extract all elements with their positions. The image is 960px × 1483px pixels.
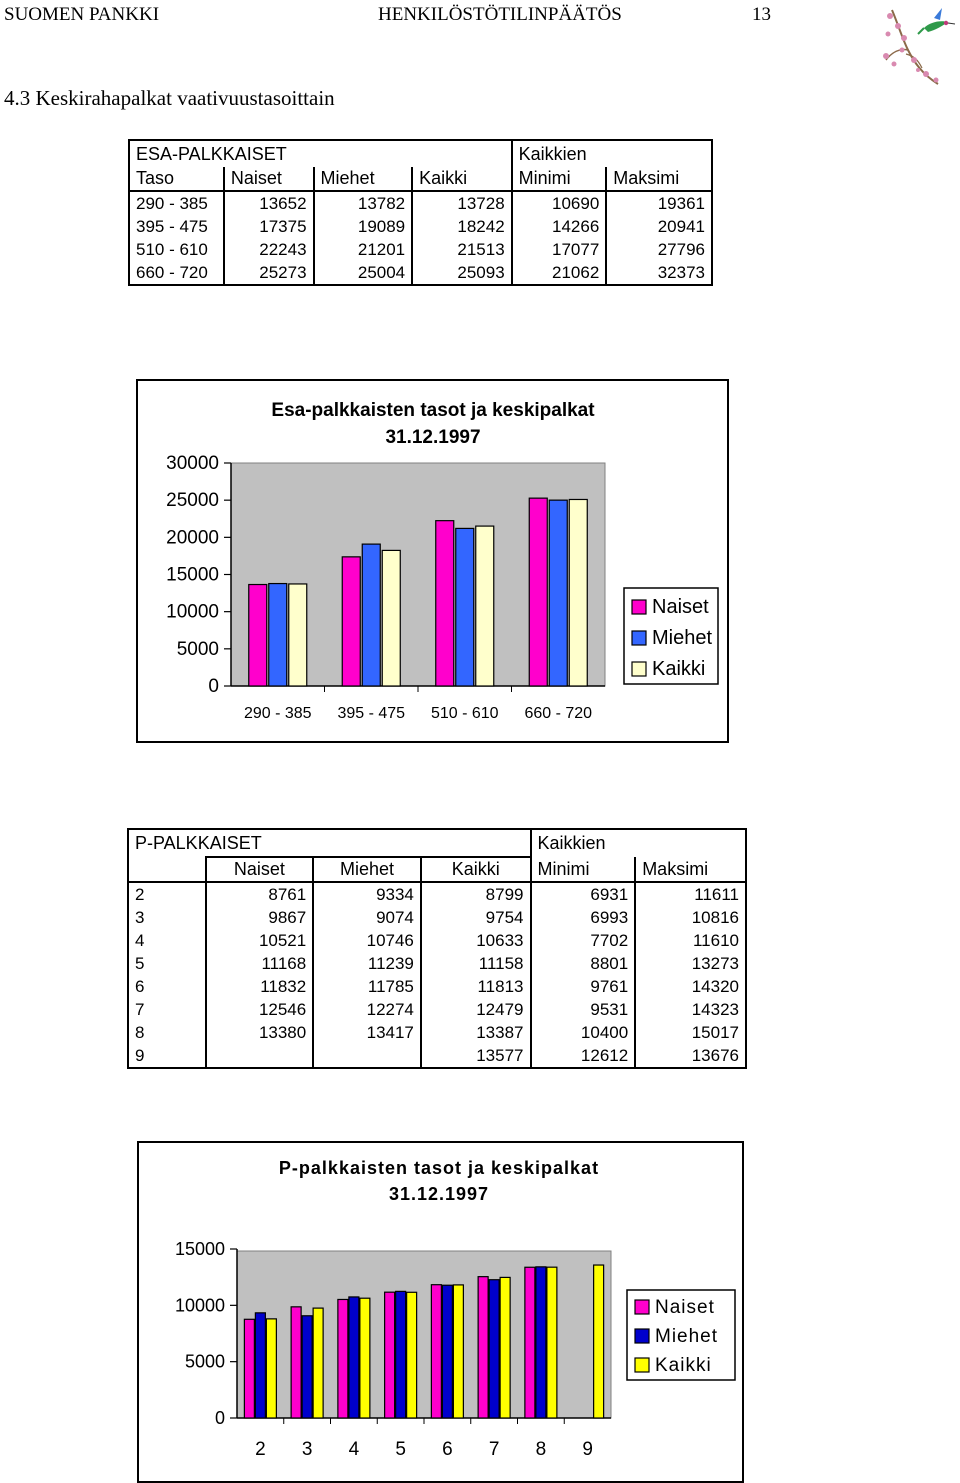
p-table-cell: 12546 — [206, 998, 314, 1021]
bar-naiset-3 — [529, 498, 547, 686]
p-table-cell: 7702 — [531, 929, 636, 952]
esa-chart-plot — [138, 381, 727, 741]
esa-table-cell: 510 - 610 — [129, 238, 224, 261]
p-table-row — [128, 929, 746, 952]
esa-table-cell: 22243 — [224, 238, 314, 261]
p-table-cell: 12479 — [421, 998, 531, 1021]
esa-table-cell: 18242 — [412, 215, 512, 238]
x-tick-label: 290 - 385 — [243, 705, 312, 722]
p-table-cell: 10633 — [421, 929, 531, 952]
p-table-row — [128, 882, 746, 906]
p-col-header: Naiset — [206, 857, 314, 882]
x-tick-label: 4 — [348, 1439, 360, 1460]
esa-col-header: Maksimi — [606, 167, 712, 191]
bar-naiset-6 — [525, 1267, 535, 1418]
esa-group-header: Kaikkien — [512, 140, 712, 167]
esa-table-cell: 10690 — [512, 191, 607, 215]
y-tick-label: 15000 — [174, 1239, 225, 1259]
p-table-cell: 9531 — [531, 998, 636, 1021]
x-tick-label: 9 — [582, 1439, 593, 1460]
p-col-header: Miehet — [313, 857, 421, 882]
esa-table-cell: 660 - 720 — [129, 261, 224, 285]
bar-kaikki-0 — [289, 584, 307, 686]
esa-col-header: Minimi — [512, 167, 607, 191]
bar-kaikki-0 — [266, 1319, 276, 1418]
bar-kaikki-1 — [313, 1308, 323, 1418]
x-tick-label: 3 — [301, 1439, 313, 1460]
esa-table-cell: 290 - 385 — [129, 191, 224, 215]
p-salary-table — [127, 828, 747, 1069]
x-tick-label: 6 — [442, 1439, 453, 1460]
legend-label: Miehet — [652, 627, 713, 649]
y-tick-label: 10000 — [174, 1295, 225, 1316]
p-table-cell: 6993 — [531, 906, 636, 929]
p-table-cell: 13577 — [421, 1044, 531, 1068]
p-table-cell: 15017 — [635, 1021, 746, 1044]
p-table-cell: 11813 — [421, 975, 531, 998]
p-table-cell: 8 — [128, 1021, 206, 1044]
p-table-row — [128, 906, 746, 929]
header-document-title: HENKILÖSTÖTILINPÄÄTÖS — [378, 4, 622, 25]
legend-swatch-kaikki — [632, 662, 646, 676]
p-table-row — [128, 975, 746, 998]
p-table-cell: 11158 — [421, 952, 531, 975]
p-chart-plot — [139, 1143, 742, 1481]
esa-table-title: ESA-PALKKAISET — [129, 140, 512, 167]
chart-title: P-palkkaisten tasot ja keskipalkat — [278, 1158, 600, 1178]
bar-naiset-3 — [385, 1292, 395, 1418]
esa-table-cell: 17375 — [224, 215, 314, 238]
bar-naiset-1 — [291, 1307, 301, 1418]
p-header-row — [128, 857, 746, 882]
esa-table-row — [129, 261, 712, 285]
bar-kaikki-4 — [453, 1285, 463, 1418]
legend-label: Kaikki — [655, 1355, 712, 1376]
bar-kaikki-6 — [547, 1267, 557, 1418]
esa-table-cell: 13728 — [412, 191, 512, 215]
bar-kaikki-5 — [500, 1277, 510, 1418]
chart-title: Esa-palkkaisten tasot ja keskipalkat — [271, 400, 595, 421]
p-table-cell: 13380 — [206, 1021, 314, 1044]
p-table-cell: 8799 — [421, 882, 531, 906]
bar-kaikki-3 — [407, 1292, 417, 1418]
esa-table-cell: 21201 — [314, 238, 413, 261]
bar-miehet-5 — [489, 1280, 499, 1418]
esa-table-cell: 17077 — [512, 238, 607, 261]
bar-naiset-4 — [431, 1285, 441, 1418]
y-tick-label: 0 — [214, 1408, 225, 1428]
bar-miehet-4 — [442, 1285, 452, 1418]
esa-table-row — [129, 238, 712, 261]
y-tick-label: 0 — [208, 676, 219, 697]
bar-miehet-3 — [549, 500, 567, 686]
legend-swatch-miehet — [635, 1329, 649, 1343]
esa-table-cell: 19361 — [606, 191, 712, 215]
header-org: SUOMEN PANKKI — [4, 4, 160, 25]
esa-chart — [136, 379, 729, 743]
legend-label: Naiset — [652, 596, 709, 618]
y-tick-label: 30000 — [166, 453, 219, 474]
p-table-cell: 3 — [128, 906, 206, 929]
bar-naiset-2 — [338, 1299, 348, 1418]
esa-table-row — [129, 215, 712, 238]
p-table-cell: 10521 — [206, 929, 314, 952]
legend-label: Kaikki — [652, 658, 706, 680]
p-table-cell: 8761 — [206, 882, 314, 906]
bar-miehet-0 — [255, 1313, 265, 1418]
bar-kaikki-2 — [360, 1298, 370, 1418]
chart-subtitle: 31.12.1997 — [388, 1184, 490, 1204]
esa-table-cell: 21513 — [412, 238, 512, 261]
p-table-cell: 6931 — [531, 882, 636, 906]
p-table-cell: 2 — [128, 882, 206, 906]
esa-col-header: Miehet — [314, 167, 413, 191]
bar-miehet-2 — [456, 528, 474, 686]
p-table-cell — [313, 1044, 421, 1068]
y-tick-label: 5000 — [184, 1351, 225, 1372]
p-table-cell: 6 — [128, 975, 206, 998]
p-table-row — [128, 998, 746, 1021]
esa-table-row — [129, 191, 712, 215]
p-table-row — [128, 952, 746, 975]
p-table-title: P-PALKKAISET — [128, 829, 531, 857]
p-table-cell: 11785 — [313, 975, 421, 998]
p-table-cell: 9 — [128, 1044, 206, 1068]
p-table-cell: 9334 — [313, 882, 421, 906]
esa-table-cell: 25093 — [412, 261, 512, 285]
esa-salary-table — [128, 139, 713, 286]
section-title: 4.3 Keskirahapalkat vaativuustasoittain — [4, 86, 335, 110]
esa-col-header: Naiset — [224, 167, 314, 191]
p-table-row — [128, 1021, 746, 1044]
page-number: 13 — [752, 4, 771, 25]
legend-swatch-miehet — [632, 631, 646, 645]
esa-header-row — [129, 167, 712, 191]
p-table-cell: 12612 — [531, 1044, 636, 1068]
esa-table-cell: 32373 — [606, 261, 712, 285]
legend-swatch-kaikki — [635, 1358, 649, 1372]
p-table-cell: 9754 — [421, 906, 531, 929]
p-col-header: Kaikki — [421, 857, 531, 882]
esa-table-cell: 25004 — [314, 261, 413, 285]
p-col-header: Minimi — [531, 857, 636, 882]
p-table-cell: 10816 — [635, 906, 746, 929]
esa-col-header: Taso — [129, 167, 224, 191]
p-table-cell: 13676 — [635, 1044, 746, 1068]
bar-naiset-1 — [342, 557, 360, 686]
bar-miehet-1 — [362, 544, 380, 686]
bar-naiset-0 — [244, 1319, 254, 1418]
x-tick-label: 5 — [395, 1439, 406, 1460]
x-tick-label: 395 - 475 — [337, 705, 406, 722]
esa-table-cell: 13782 — [314, 191, 413, 215]
p-table-cell: 13387 — [421, 1021, 531, 1044]
p-table-cell: 4 — [128, 929, 206, 952]
bar-miehet-6 — [536, 1267, 546, 1418]
esa-table-cell: 14266 — [512, 215, 607, 238]
x-tick-label: 8 — [535, 1439, 547, 1460]
y-tick-label: 20000 — [166, 527, 219, 549]
bar-kaikki-1 — [382, 550, 400, 686]
p-table-cell: 11239 — [313, 952, 421, 975]
x-tick-label: 2 — [255, 1439, 266, 1460]
esa-table-cell: 19089 — [314, 215, 413, 238]
p-table-cell: 8801 — [531, 952, 636, 975]
legend-label: Miehet — [655, 1326, 719, 1347]
bar-miehet-3 — [396, 1291, 406, 1418]
bar-kaikki-7 — [594, 1265, 604, 1418]
bar-naiset-5 — [478, 1277, 488, 1418]
p-table-row — [128, 1044, 746, 1068]
bird-blossom-logo-icon — [878, 4, 956, 88]
p-table-cell: 11611 — [635, 882, 746, 906]
p-table-cell: 14320 — [635, 975, 746, 998]
chart-subtitle: 31.12.1997 — [385, 427, 481, 448]
p-table-cell: 11168 — [206, 952, 314, 975]
p-table-cell: 10746 — [313, 929, 421, 952]
legend-label: Naiset — [655, 1297, 715, 1318]
y-tick-label: 25000 — [166, 490, 219, 512]
p-table-cell: 13417 — [313, 1021, 421, 1044]
bar-miehet-0 — [269, 584, 287, 686]
p-table-cell: 9761 — [531, 975, 636, 998]
x-tick-label: 510 - 610 — [430, 705, 499, 722]
bar-kaikki-2 — [476, 526, 494, 686]
bar-naiset-2 — [436, 521, 454, 686]
p-table-cell: 7 — [128, 998, 206, 1021]
esa-table-cell: 25273 — [224, 261, 314, 285]
p-title-row — [128, 829, 746, 857]
x-tick-label: 660 - 720 — [524, 705, 593, 722]
y-tick-label: 10000 — [166, 601, 219, 623]
esa-table-cell: 27796 — [606, 238, 712, 261]
esa-col-header: Kaikki — [412, 167, 512, 191]
esa-table-cell: 20941 — [606, 215, 712, 238]
legend-swatch-naiset — [632, 600, 646, 614]
p-table-cell: 5 — [128, 952, 206, 975]
esa-table-cell: 13652 — [224, 191, 314, 215]
p-table-cell: 9074 — [313, 906, 421, 929]
esa-title-row — [129, 140, 712, 167]
esa-table-cell: 21062 — [512, 261, 607, 285]
bar-kaikki-3 — [569, 499, 587, 686]
p-table-cell: 11832 — [206, 975, 314, 998]
p-group-header: Kaikkien — [531, 829, 747, 857]
p-table-cell — [206, 1044, 314, 1068]
bar-naiset-0 — [249, 585, 267, 686]
bar-miehet-1 — [302, 1316, 312, 1418]
p-table-cell: 9867 — [206, 906, 314, 929]
legend-swatch-naiset — [635, 1300, 649, 1314]
p-table-cell: 13273 — [635, 952, 746, 975]
p-table-cell: 10400 — [531, 1021, 636, 1044]
esa-table-cell: 395 - 475 — [129, 215, 224, 238]
p-table-cell: 11610 — [635, 929, 746, 952]
p-chart — [137, 1141, 744, 1483]
bar-miehet-2 — [349, 1297, 359, 1418]
p-table-cell: 14323 — [635, 998, 746, 1021]
p-col-header: Maksimi — [635, 857, 746, 882]
p-col-header — [128, 857, 206, 882]
y-tick-label: 5000 — [176, 638, 219, 660]
y-tick-label: 15000 — [166, 564, 219, 586]
p-table-cell: 12274 — [313, 998, 421, 1021]
x-tick-label: 7 — [488, 1439, 500, 1460]
